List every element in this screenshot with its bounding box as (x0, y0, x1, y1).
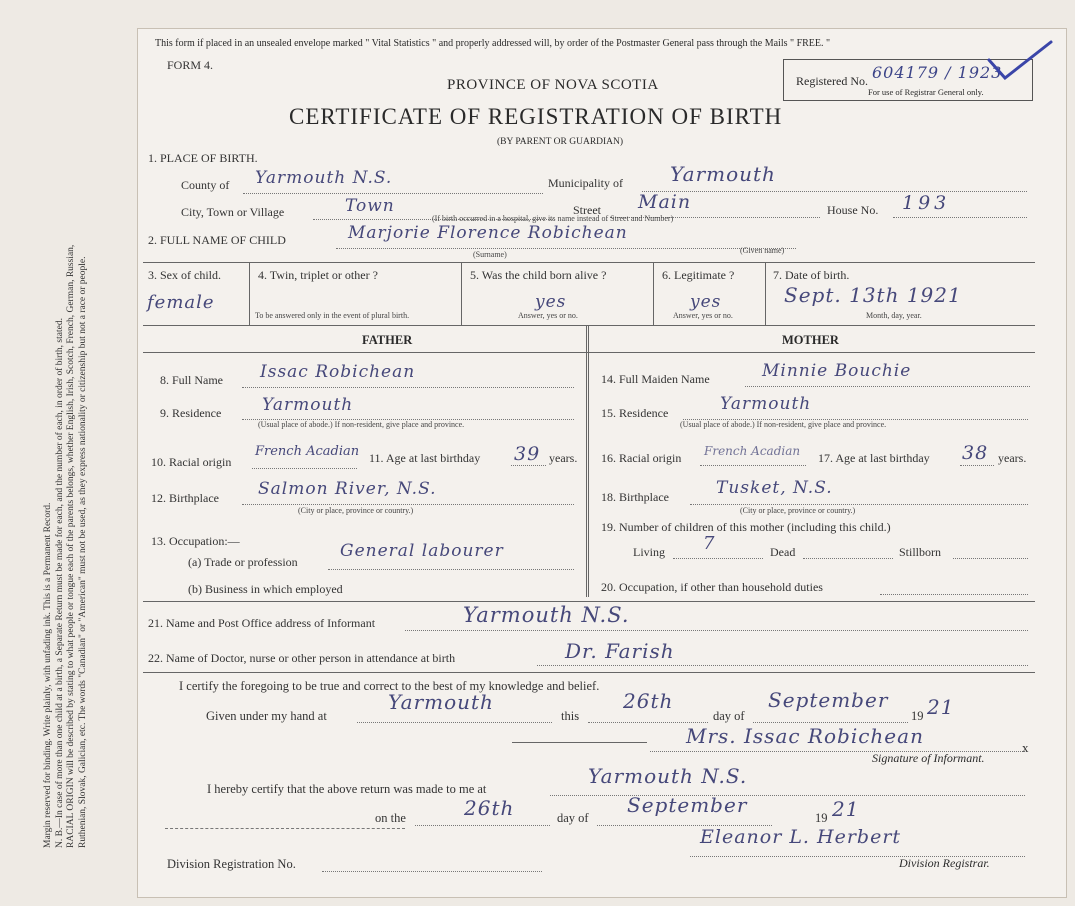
mother-residence-note: (Usual place of abode.) If non-resident, give place and province. (680, 420, 887, 429)
sex-label: 3. Sex of child. (148, 268, 221, 282)
stillborn-label: Stillborn (899, 545, 942, 559)
street-label: Street (573, 203, 601, 217)
mother-birthplace-line (690, 504, 1028, 505)
return-on-the: on the (375, 811, 406, 825)
informant-label: 21. Name and Post Office address of Informant (148, 616, 376, 630)
father-residence-note: (Usual place of abode.) If non-resident, give place and province. (258, 420, 465, 429)
father-name-line (242, 387, 574, 388)
given-this: this (561, 709, 580, 723)
rule (249, 262, 250, 325)
province-heading: PROVINCE OF NOVA SCOTIA (447, 77, 659, 93)
registrar-label: Division Registrar. (899, 856, 990, 870)
return-day-line (415, 825, 550, 826)
rule (143, 601, 1035, 602)
given-day-value: 26th (623, 689, 674, 713)
father-name-label: 8. Full Name (160, 373, 223, 387)
dead-line (803, 558, 893, 559)
page-subtitle: (BY PARENT OR GUARDIAN) (497, 137, 624, 147)
dead-label: Dead (770, 545, 796, 559)
father-birthplace-line (242, 504, 574, 505)
child-name-line (336, 248, 796, 249)
given-label: Given under my hand at (206, 709, 327, 723)
rule (461, 262, 462, 325)
municipality-value: Yarmouth (670, 162, 776, 186)
mother-years: years. (998, 451, 1027, 465)
doctor-line (537, 665, 1028, 666)
legitimate-label: 6. Legitimate ? (662, 268, 735, 282)
mother-heading: MOTHER (782, 333, 839, 347)
father-name-value: Issac Robichean (260, 362, 416, 382)
father-age-value: 39 (514, 443, 541, 465)
mother-birthplace-note: (City or place, province or country.) (740, 506, 856, 515)
page-title: CERTIFICATE OF REGISTRATION OF BIRTH (289, 104, 783, 129)
mother-birthplace-value: Tusket, N.S. (716, 478, 833, 498)
stillborn-line (953, 558, 1028, 559)
municipality-label: Municipality of (548, 176, 623, 190)
margin-line: RACIAL ORIGIN will be described by stating to what people or tongue each of the parents belongs, whether English, Irish, Scotch, French, German, Russian, (66, 244, 76, 848)
return-place-value: Yarmouth N.S. (588, 764, 748, 788)
form-number: FORM 4. (167, 58, 214, 72)
birth-date-value: Sept. 13th 1921 (784, 283, 962, 307)
rule (143, 262, 1035, 263)
rule (165, 828, 405, 829)
registered-number: 604179 / 1923 (872, 63, 1003, 82)
rule (143, 352, 1035, 353)
street-value: Main (638, 191, 692, 213)
city-label: City, Town or Village (181, 205, 285, 219)
mother-age-line (960, 465, 994, 466)
given-place-line (357, 722, 552, 723)
informant-value: Yarmouth N.S. (463, 603, 630, 627)
doctor-value: Dr. Farish (565, 639, 675, 663)
rule (653, 262, 654, 325)
mother-name-label: 14. Full Maiden Name (601, 372, 710, 386)
county-label: County of (181, 178, 230, 192)
hospital-note: (If birth occurred in a hospital, give its name instead of Street and Number) (432, 214, 674, 223)
father-residence-label: 9. Residence (160, 406, 222, 420)
given-place-value: Yarmouth (388, 690, 494, 714)
mother-residence-label: 15. Residence (601, 406, 669, 420)
father-occupation-label: 13. Occupation:— (151, 534, 240, 548)
mother-name-line (745, 386, 1030, 387)
father-birthplace-value: Salmon River, N.S. (258, 479, 437, 499)
father-racial-line (252, 468, 357, 469)
city-value: Town (345, 196, 395, 216)
father-age-line (511, 465, 546, 466)
return-place-line (550, 795, 1025, 796)
margin-line: N. B.—In case of more than one child at a birth, a Separate Return must be made for each, and the number of each, in order of birth, stated. (54, 318, 65, 848)
registrar-signature: Eleanor L. Herbert (700, 826, 902, 848)
twin-label: 4. Twin, triplet or other ? (258, 268, 378, 282)
father-age-label: 11. Age at last birthday (369, 451, 481, 465)
father-years: years. (549, 451, 578, 465)
mail-notice: This form if placed in an unsealed envelope marked " Vital Statistics " and properly addressed will, by order of the Postmaster General pass through the Mails " FREE. " (155, 38, 831, 49)
signature-label: Signature of Informant. (872, 751, 985, 765)
doctor-label: 22. Name of Doctor, nurse or other person in attendance at birth (148, 651, 456, 665)
father-birthplace-label: 12. Birthplace (151, 491, 219, 505)
alive-value: yes (535, 292, 567, 312)
father-business-label: (b) Business in which employed (188, 582, 343, 596)
county-value: Yarmouth N.S. (255, 168, 393, 188)
given-day-of: day of (713, 709, 745, 723)
sex-value: female (147, 292, 215, 313)
return-day-of: day of (557, 811, 589, 825)
father-heading: FATHER (362, 333, 413, 347)
father-trade-value: General labourer (340, 541, 504, 561)
legitimate-value: yes (690, 292, 722, 312)
father-racial-label: 10. Racial origin (151, 455, 232, 469)
mother-age-label: 17. Age at last birthday (818, 451, 930, 465)
house-line (893, 217, 1027, 218)
return-year-prefix: 19 (815, 811, 828, 825)
rule (143, 325, 1035, 326)
municipality-line (642, 191, 1027, 192)
given-name-note: (Given name) (740, 246, 785, 255)
division-registration-label: Division Registration No. (167, 857, 296, 871)
division-registration-line (322, 871, 542, 872)
mother-age-value: 38 (962, 442, 989, 464)
father-trade-label: (a) Trade or profession (188, 555, 298, 569)
given-year-value: 21 (927, 695, 955, 719)
mother-racial-label: 16. Racial origin (601, 451, 682, 465)
county-line (243, 193, 543, 194)
house-label: House No. (827, 203, 879, 217)
margin-line: Ruthenian, Slovak, Galician, etc. The words "Canadian" or "American" must not be used, as they express nationality or citizenship but not a race or people. (77, 256, 88, 848)
father-residence-value: Yarmouth (262, 395, 354, 415)
living-label: Living (633, 545, 665, 559)
given-month-line (753, 722, 908, 723)
margin-instructions (43, 48, 89, 848)
house-value: 193 (902, 192, 951, 214)
registrar-note: For use of Registrar General only. (868, 87, 984, 97)
mother-racial-line (700, 465, 806, 466)
father-birthplace-note: (City or place, province or country.) (298, 506, 414, 515)
registered-label: Registered No. (796, 74, 868, 88)
rule (143, 672, 1035, 673)
mother-birthplace-label: 18. Birthplace (601, 490, 669, 504)
child-name-value: Marjorie Florence Robichean (348, 223, 628, 243)
mother-residence-value: Yarmouth (720, 394, 812, 414)
signature-x: x (1022, 740, 1029, 755)
mother-children-label: 19. Number of children of this mother (including this child.) (601, 520, 891, 534)
certify-text: I certify the foregoing to be true and correct to the best of my knowledge and belief. (179, 679, 600, 693)
father-racial-value: French Acadian (255, 444, 360, 459)
rule (586, 325, 589, 597)
birth-date-label: 7. Date of birth. (773, 268, 850, 282)
living-value: 7 (703, 533, 716, 554)
given-month-value: September (768, 688, 889, 712)
living-line (673, 558, 763, 559)
mother-racial-value: French Acadian (704, 444, 801, 458)
rule (512, 742, 647, 743)
return-label: I hereby certify that the above return was made to me at (207, 782, 487, 796)
legitimate-note: Answer, yes or no. (673, 311, 733, 320)
surname-note: (Surname) (473, 250, 507, 259)
mother-name-value: Minnie Bouchie (762, 361, 912, 381)
alive-label: 5. Was the child born alive ? (470, 268, 607, 282)
place-section-label: 1. PLACE OF BIRTH. (148, 151, 258, 165)
margin-line: Margin reserved for binding. Write plainly, with unfading ink. This is a Permanent Record. (43, 502, 53, 848)
informant-signature: Mrs. Issac Robichean (686, 724, 924, 748)
check-mark-icon (985, 38, 1055, 80)
mother-occupation-label: 20. Occupation, if other than household duties (601, 580, 823, 594)
father-trade-line (328, 569, 574, 570)
birth-date-note: Month, day, year. (866, 311, 922, 320)
rule (765, 262, 766, 325)
return-day-value: 26th (464, 796, 515, 820)
mother-occupation-line (880, 594, 1028, 595)
alive-note: Answer, yes or no. (518, 311, 578, 320)
informant-line (405, 630, 1028, 631)
child-name-label: 2. FULL NAME OF CHILD (148, 233, 286, 247)
twin-note: To be answered only in the event of plural birth. (255, 311, 410, 320)
return-year-value: 21 (832, 797, 860, 821)
return-month-value: September (627, 793, 748, 817)
given-day-line (588, 722, 708, 723)
given-year-prefix: 19 (911, 709, 924, 723)
